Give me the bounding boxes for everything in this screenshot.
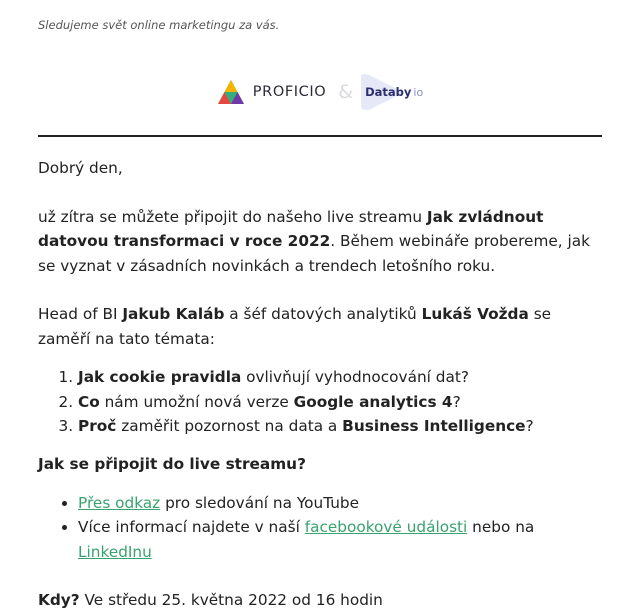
- speaker-name: Lukáš Vožda: [421, 305, 529, 324]
- databy-wordmark: Databy: [365, 85, 412, 99]
- join-list: [38, 491, 604, 564]
- youtube-link[interactable]: Přes odkaz: [78, 493, 161, 512]
- topic-bold: Google analytics 4: [293, 392, 453, 411]
- speakers-text: se zaměří na tato témata:: [38, 305, 552, 348]
- topic-text: zaměřit pozornost na data a: [116, 417, 343, 436]
- logo-bar: [0, 72, 640, 112]
- when-text: Ve středu 25. května 2022 od 16 hodin: [79, 591, 383, 610]
- linkedin-link[interactable]: LinkedInu: [78, 542, 152, 561]
- proficio-wordmark: PROFICIO: [252, 84, 327, 100]
- intro-paragraph: [38, 205, 604, 278]
- proficio-triangle-icon: [217, 79, 245, 105]
- topic-text: ovlivňují vyhodnocování dat?: [241, 368, 469, 387]
- topic-text: ?: [452, 392, 461, 411]
- topic-bold: Proč: [78, 417, 117, 436]
- speakers-text: Head of BI: [38, 305, 123, 324]
- join-text: Více informací najdete v naší: [78, 518, 305, 537]
- databy-logo: [365, 85, 423, 99]
- divider: [38, 135, 602, 137]
- topic-bold: Business Intelligence: [342, 417, 526, 436]
- facebook-event-link[interactable]: facebookové události: [304, 518, 468, 537]
- topic-item: [78, 365, 604, 389]
- webinar-title: Jak zvládnout datovou transformaci v roce 2022: [38, 207, 544, 251]
- speakers-paragraph: [38, 302, 604, 351]
- topics-list: [38, 365, 604, 438]
- topic-bold: Co: [78, 392, 100, 411]
- topic-text: nám umožní nová verze: [99, 392, 294, 411]
- join-heading: Jak se připojit do live streamu?: [38, 455, 306, 474]
- intro-text-end: . Během webináře probereme, jak se vyznat v zásadních novinkách a trendech letošního roku.: [38, 232, 590, 275]
- intro-text: už zítra se můžete připojit do našeho live streamu: [38, 207, 427, 226]
- email-body: [38, 156, 604, 613]
- ampersand: &: [338, 81, 354, 103]
- topic-item: [78, 414, 604, 438]
- topic-item: [78, 390, 604, 414]
- join-item: [78, 491, 604, 515]
- proficio-logo: [217, 79, 326, 105]
- greeting: Dobrý den,: [38, 159, 123, 177]
- join-text: pro sledování na YouTube: [160, 493, 360, 512]
- when-label: Kdy?: [38, 591, 80, 610]
- when-line: [38, 588, 604, 612]
- databy-suffix: io: [413, 85, 424, 99]
- join-text: nebo na: [467, 518, 535, 537]
- topic-text: ?: [525, 417, 534, 436]
- topic-bold: Jak cookie pravidla: [78, 368, 242, 387]
- speaker-name: Jakub Kaláb: [122, 305, 225, 324]
- speakers-text: a šéf datových analytiků: [224, 305, 422, 324]
- join-item: [78, 515, 604, 564]
- tagline: Sledujeme svět online marketingu za vás.: [38, 18, 280, 32]
